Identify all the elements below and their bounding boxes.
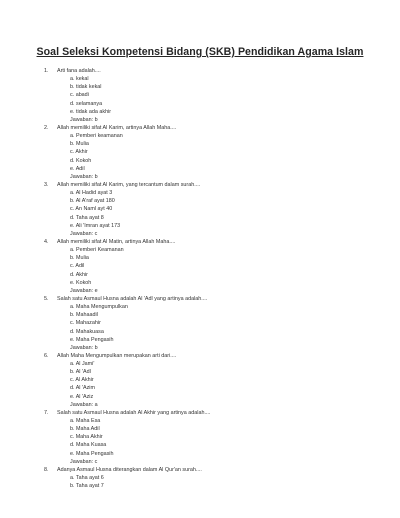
question-row [44, 466, 380, 474]
question-item [44, 124, 380, 181]
question-row [44, 238, 380, 246]
answer-option: a. Taha ayat 6 [70, 475, 104, 482]
question-item [44, 67, 380, 124]
answer-option: a. Maha Esa [70, 418, 101, 425]
answer-option: e. Adil [70, 165, 85, 172]
answer-option: a. Al Jami' [70, 361, 95, 368]
question-row [44, 124, 380, 132]
question-number: 1. [44, 68, 49, 74]
answer-option: b. Al A'raf ayat 180 [70, 198, 115, 205]
answer-option: d. Al 'Azim [70, 385, 95, 392]
answer-option: e. Kokoh [70, 279, 92, 286]
answer-option: a. Maha Mengumpulkan [70, 304, 128, 311]
answer-option: b. Mulia [70, 255, 89, 262]
question-item [44, 295, 380, 352]
question-number: 5. [44, 295, 49, 302]
answer-key: Jawaban: a [70, 401, 98, 408]
question-text: Allah memiliki sifat Al Karim, artinya Allah Maha.... [57, 124, 177, 131]
answer-option: e. Ali 'Imran ayat 173 [70, 222, 121, 229]
question-item [44, 466, 380, 490]
answer-option: a. Pemberi Keamanan [70, 247, 124, 254]
question-number: 2. [44, 124, 49, 131]
page-title: Soal Seleksi Kompetensi Bidang (SKB) Pendidikan Agama Islam [36, 46, 364, 58]
question-row [44, 295, 380, 303]
question-list [44, 67, 380, 490]
answer-option: c. Adil [70, 263, 85, 270]
question-number: 8. [44, 466, 49, 473]
answer-key: Jawaban: b [70, 344, 98, 351]
answer-option: a. Pemberi keamanan [70, 133, 123, 140]
answer-option: c. Al Akhir [70, 377, 94, 384]
question-row [44, 181, 380, 189]
question-row [44, 67, 380, 75]
question-number: 3. [44, 181, 49, 188]
answer-option: b. Maha Adil [70, 426, 100, 433]
question-item [44, 409, 380, 466]
answer-key: Jawaban: b [70, 116, 98, 123]
question-text: Allah memiliki sifat Al Matin, artinya Allah Maha.... [57, 238, 176, 245]
answer-option: b. Mulia [70, 141, 89, 148]
answer-option: e. Maha Pengasih [70, 336, 114, 343]
question-row [44, 352, 380, 360]
answer-option: d. Taha ayat 8 [70, 214, 104, 221]
answer-option: b. tidak kekal [70, 84, 102, 91]
answer-key: Jawaban: c [70, 230, 98, 237]
answer-option: b. Mahaadil [70, 312, 98, 319]
answer-option: c. An Naml ayt 40 [70, 206, 113, 213]
answer-option: c. abadi [70, 92, 89, 99]
answer-option: c. Akhir [70, 149, 88, 156]
question-text: Arti fana adalah.... [57, 68, 101, 74]
answer-option: a. Al Hadid ayat 3 [70, 190, 113, 197]
answer-option: d. Mahakuasa [70, 328, 104, 335]
answer-option: e. Maha Pengasih [70, 450, 114, 457]
question-text: Adanya Asmaul Husna diterangkan dalam Al Qur'an surah.... [57, 466, 202, 473]
question-text: Allah memiliki sifat Al Karim, yang tercantum dalam surah.... [57, 181, 201, 188]
answer-option: b. Al 'Adl [70, 369, 91, 376]
question-number: 4. [44, 238, 49, 245]
answer-option: d. Kokoh [70, 157, 92, 164]
question-item [44, 181, 380, 238]
question-row [44, 409, 380, 417]
question-number: 6. [44, 352, 49, 359]
question-item [44, 238, 380, 295]
question-text: Allah Maha Mengumpulkan merupakan arti dari.... [57, 352, 177, 359]
answer-option: d. Maha Kuasa [70, 442, 107, 449]
answer-option: b. Taha ayat 7 [70, 483, 104, 490]
question-text: Salah satu Asmaul Husna adalah Al Akhir yang artinya adalah.... [57, 409, 211, 416]
answer-option: c. Mahazahir [70, 320, 101, 327]
answer-key: Jawaban: e [70, 287, 98, 294]
answer-option: e. Al 'Aziz [70, 393, 94, 400]
answer-key: Jawaban: b [70, 173, 98, 180]
question-item [44, 352, 380, 409]
answer-option: c. Maha Akhir [70, 434, 103, 441]
answer-key: Jawaban: c [70, 458, 98, 465]
answer-option: d. Akhir [70, 271, 88, 278]
answer-option: d. selamanya [70, 100, 103, 107]
answer-option: e. tidak ada akhir [70, 108, 112, 115]
question-number: 7. [44, 409, 49, 416]
question-text: Salah satu Asmaul Husna adalah Al 'Adl yang artinya adalah.... [57, 295, 208, 302]
answer-option: a. kekal [70, 76, 89, 83]
